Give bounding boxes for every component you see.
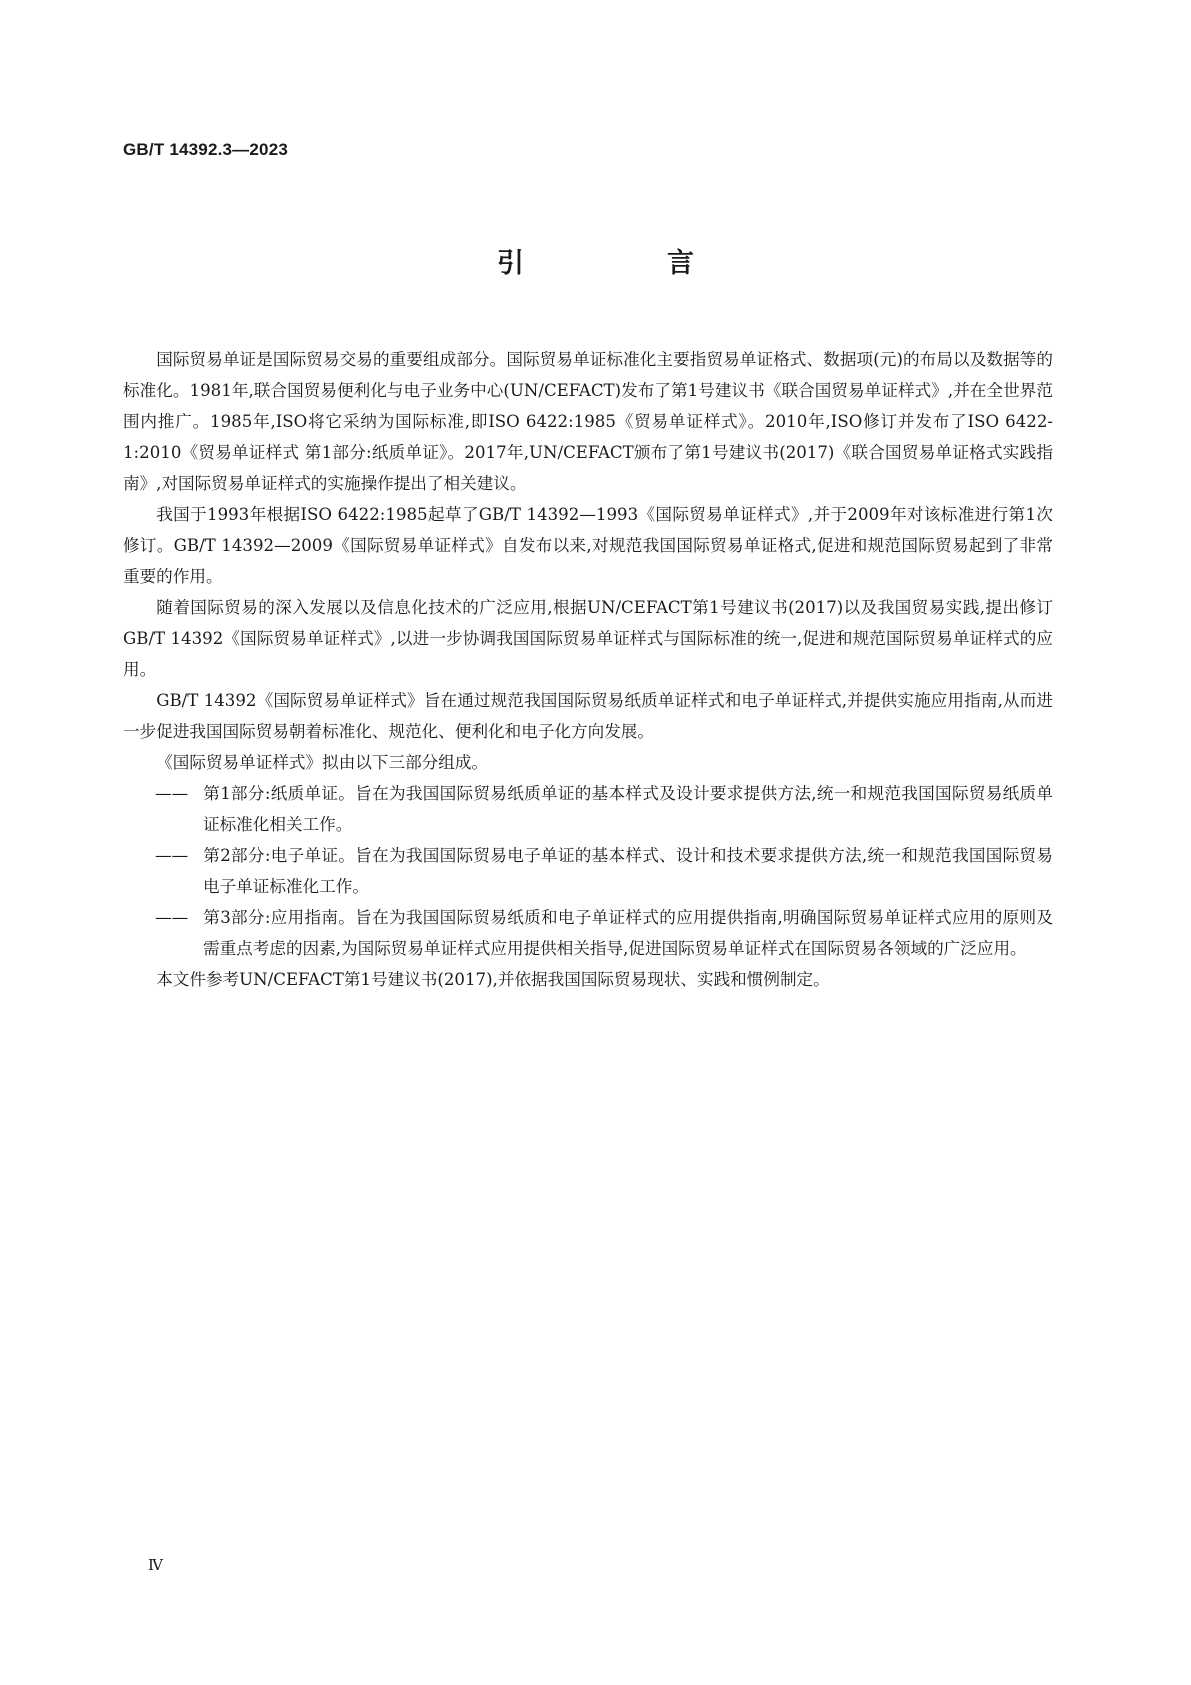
document-code: GB/T 14392.3—2023 (123, 140, 288, 159)
dash-marker: —— (155, 846, 189, 865)
dash-marker: —— (155, 908, 189, 927)
list-item-text: 第3部分:应用指南。旨在为我国国际贸易纸质和电子单证样式的应用提供指南,明确国际贸易单证样式应用的原则及需重点考虑的因素,为国际贸易单证样式应用提供相关指导,促进国际贸易单证样式在国际贸易各领域的广泛应用。 (203, 908, 1053, 958)
page-title: 引 言 (497, 248, 752, 279)
paragraph-revision: 随着国际贸易的深入发展以及信息化技术的广泛应用,根据UN/CEFACT第1号建议书(2017)以及我国贸易实践,提出修订GB/T 14392《国际贸易单证样式》,以进一步协调我国国际贸易单证样式与国际标准的统一,促进和规范国际贸易单证样式的应用。 (123, 598, 1053, 679)
list-item-part-1 (123, 778, 1053, 840)
dash-marker: —— (155, 784, 189, 803)
paragraph-history: 我国于1993年根据ISO 6422:1985起草了GB/T 14392—1993《国际贸易单证样式》,并于2009年对该标准进行第1次修订。GB/T 14392—2009《国际贸易单证样式》自发布以来,对规范我国国际贸易单证格式,促进和规范国际贸易起到了非常重要的作用。 (123, 505, 1053, 586)
list-item-part-2 (123, 840, 1053, 902)
paragraph-purpose: GB/T 14392《国际贸易单证样式》旨在通过规范我国国际贸易纸质单证样式和电子单证样式,并提供实施应用指南,从而进一步促进我国国际贸易朝着标准化、规范化、便利化和电子化方向发展。 (123, 691, 1053, 741)
list-item-text: 第1部分:纸质单证。旨在为我国国际贸易纸质单证的基本样式及设计要求提供方法,统一和规范我国国际贸易纸质单证标准化相关工作。 (203, 784, 1053, 834)
paragraph-background: 国际贸易单证是国际贸易交易的重要组成部分。国际贸易单证标准化主要指贸易单证格式、数据项(元)的布局以及数据等的标准化。1981年,联合国贸易便利化与电子业务中心(UN/CEFACT)发布了第1号建议书《联合国贸易单证样式》,并在全世界范围内推广。1985年,ISO将它采纳为国际标准,即ISO 6422:1985《贸易单证样式》。2010年,ISO修订并发布了ISO 6422-1:2010《贸易单证样式 第1部分:纸质单证》。2017年,UN/CEFACT颁布了第1号建议书(2017)《联合国贸易单证格式实践指南》,对国际贸易单证样式的实施操作提出了相关建议。 (123, 350, 1053, 493)
paragraph-structure: 《国际贸易单证样式》拟由以下三部分组成。 (156, 753, 489, 772)
list-item-part-3 (123, 902, 1053, 964)
list-item-text: 第2部分:电子单证。旨在为我国国际贸易电子单证的基本样式、设计和技术要求提供方法,统一和规范我国国际贸易电子单证标准化工作。 (203, 846, 1053, 896)
page-number: Ⅳ (148, 1556, 163, 1574)
paragraph-closing: 本文件参考UN/CEFACT第1号建议书(2017),并依据我国国际贸易现状、实践和惯例制定。 (156, 970, 830, 989)
introduction-body (123, 344, 1053, 995)
